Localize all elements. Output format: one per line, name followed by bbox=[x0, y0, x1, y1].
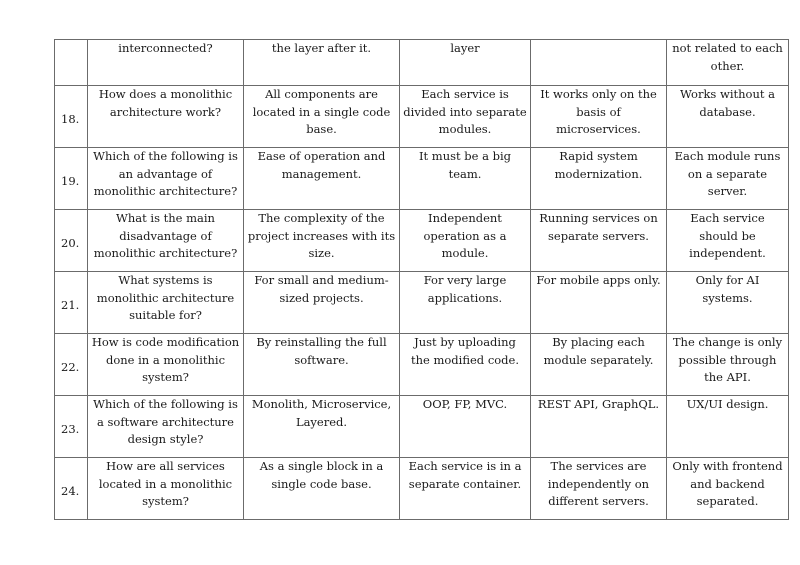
answer-option-a: Ease of operation and management. bbox=[244, 148, 400, 210]
answer-option-d: Works without a database. bbox=[667, 86, 789, 148]
answer-option-d: not related to each other. bbox=[667, 40, 789, 86]
answer-option-c: It works only on the basis of microservices. bbox=[531, 86, 667, 148]
question-text: Which of the following is a software architecture design style? bbox=[88, 396, 244, 458]
question-text: How are all services located in a monolithic system? bbox=[88, 458, 244, 520]
answer-option-b: OOP, FP, MVC. bbox=[400, 396, 531, 458]
answer-option-c: Rapid system modernization. bbox=[531, 148, 667, 210]
answer-option-a: All components are located in a single code base. bbox=[244, 86, 400, 148]
answer-option-a: Monolith, Microservice, Layered. bbox=[244, 396, 400, 458]
answer-option-d: The change is only possible through the API. bbox=[667, 334, 789, 396]
table-row bbox=[55, 40, 789, 86]
answer-option-d: UX/UI design. bbox=[667, 396, 789, 458]
question-text: How does a monolithic architecture work? bbox=[88, 86, 244, 148]
question-text: interconnected? bbox=[88, 40, 244, 86]
table-row bbox=[55, 148, 789, 210]
question-number: 22. bbox=[55, 334, 88, 396]
answer-option-a: For small and medium-sized projects. bbox=[244, 272, 400, 334]
answer-option-b: Each service is divided into separate modules. bbox=[400, 86, 531, 148]
answer-option-b: layer bbox=[400, 40, 531, 86]
answer-option-a: the layer after it. bbox=[244, 40, 400, 86]
table-row bbox=[55, 86, 789, 148]
table-row bbox=[55, 334, 789, 396]
answer-option-a: By reinstalling the full software. bbox=[244, 334, 400, 396]
answer-option-d: Each module runs on a separate server. bbox=[667, 148, 789, 210]
table-row bbox=[55, 210, 789, 272]
answer-option-b: Just by uploading the modified code. bbox=[400, 334, 531, 396]
question-text: What systems is monolithic architecture suitable for? bbox=[88, 272, 244, 334]
answer-option-a: The complexity of the project increases with its size. bbox=[244, 210, 400, 272]
question-text: How is code modification done in a monolithic system? bbox=[88, 334, 244, 396]
answer-option-c: For mobile apps only. bbox=[531, 272, 667, 334]
answer-option-d: Only for AI systems. bbox=[667, 272, 789, 334]
answer-option-c bbox=[531, 40, 667, 86]
table-row bbox=[55, 458, 789, 520]
answer-option-d: Only with frontend and backend separated. bbox=[667, 458, 789, 520]
question-number bbox=[55, 40, 88, 86]
answer-option-c: REST API, GraphQL. bbox=[531, 396, 667, 458]
answer-option-b: Independent operation as a module. bbox=[400, 210, 531, 272]
answer-option-b: Each service is in a separate container. bbox=[400, 458, 531, 520]
question-number: 21. bbox=[55, 272, 88, 334]
table-row bbox=[55, 396, 789, 458]
table-row bbox=[55, 272, 789, 334]
quiz-table-page bbox=[54, 39, 788, 520]
question-number: 23. bbox=[55, 396, 88, 458]
question-number: 24. bbox=[55, 458, 88, 520]
answer-option-c: The services are independently on different servers. bbox=[531, 458, 667, 520]
answer-option-a: As a single block in a single code base. bbox=[244, 458, 400, 520]
question-text: Which of the following is an advantage of monolithic architecture? bbox=[88, 148, 244, 210]
question-number: 20. bbox=[55, 210, 88, 272]
answer-option-b: For very large applications. bbox=[400, 272, 531, 334]
answer-option-b: It must be a big team. bbox=[400, 148, 531, 210]
answer-option-d: Each service should be independent. bbox=[667, 210, 789, 272]
question-number: 19. bbox=[55, 148, 88, 210]
quiz-table bbox=[54, 39, 789, 520]
answer-option-c: By placing each module separately. bbox=[531, 334, 667, 396]
question-number: 18. bbox=[55, 86, 88, 148]
question-text: What is the main disadvantage of monolithic architecture? bbox=[88, 210, 244, 272]
answer-option-c: Running services on separate servers. bbox=[531, 210, 667, 272]
